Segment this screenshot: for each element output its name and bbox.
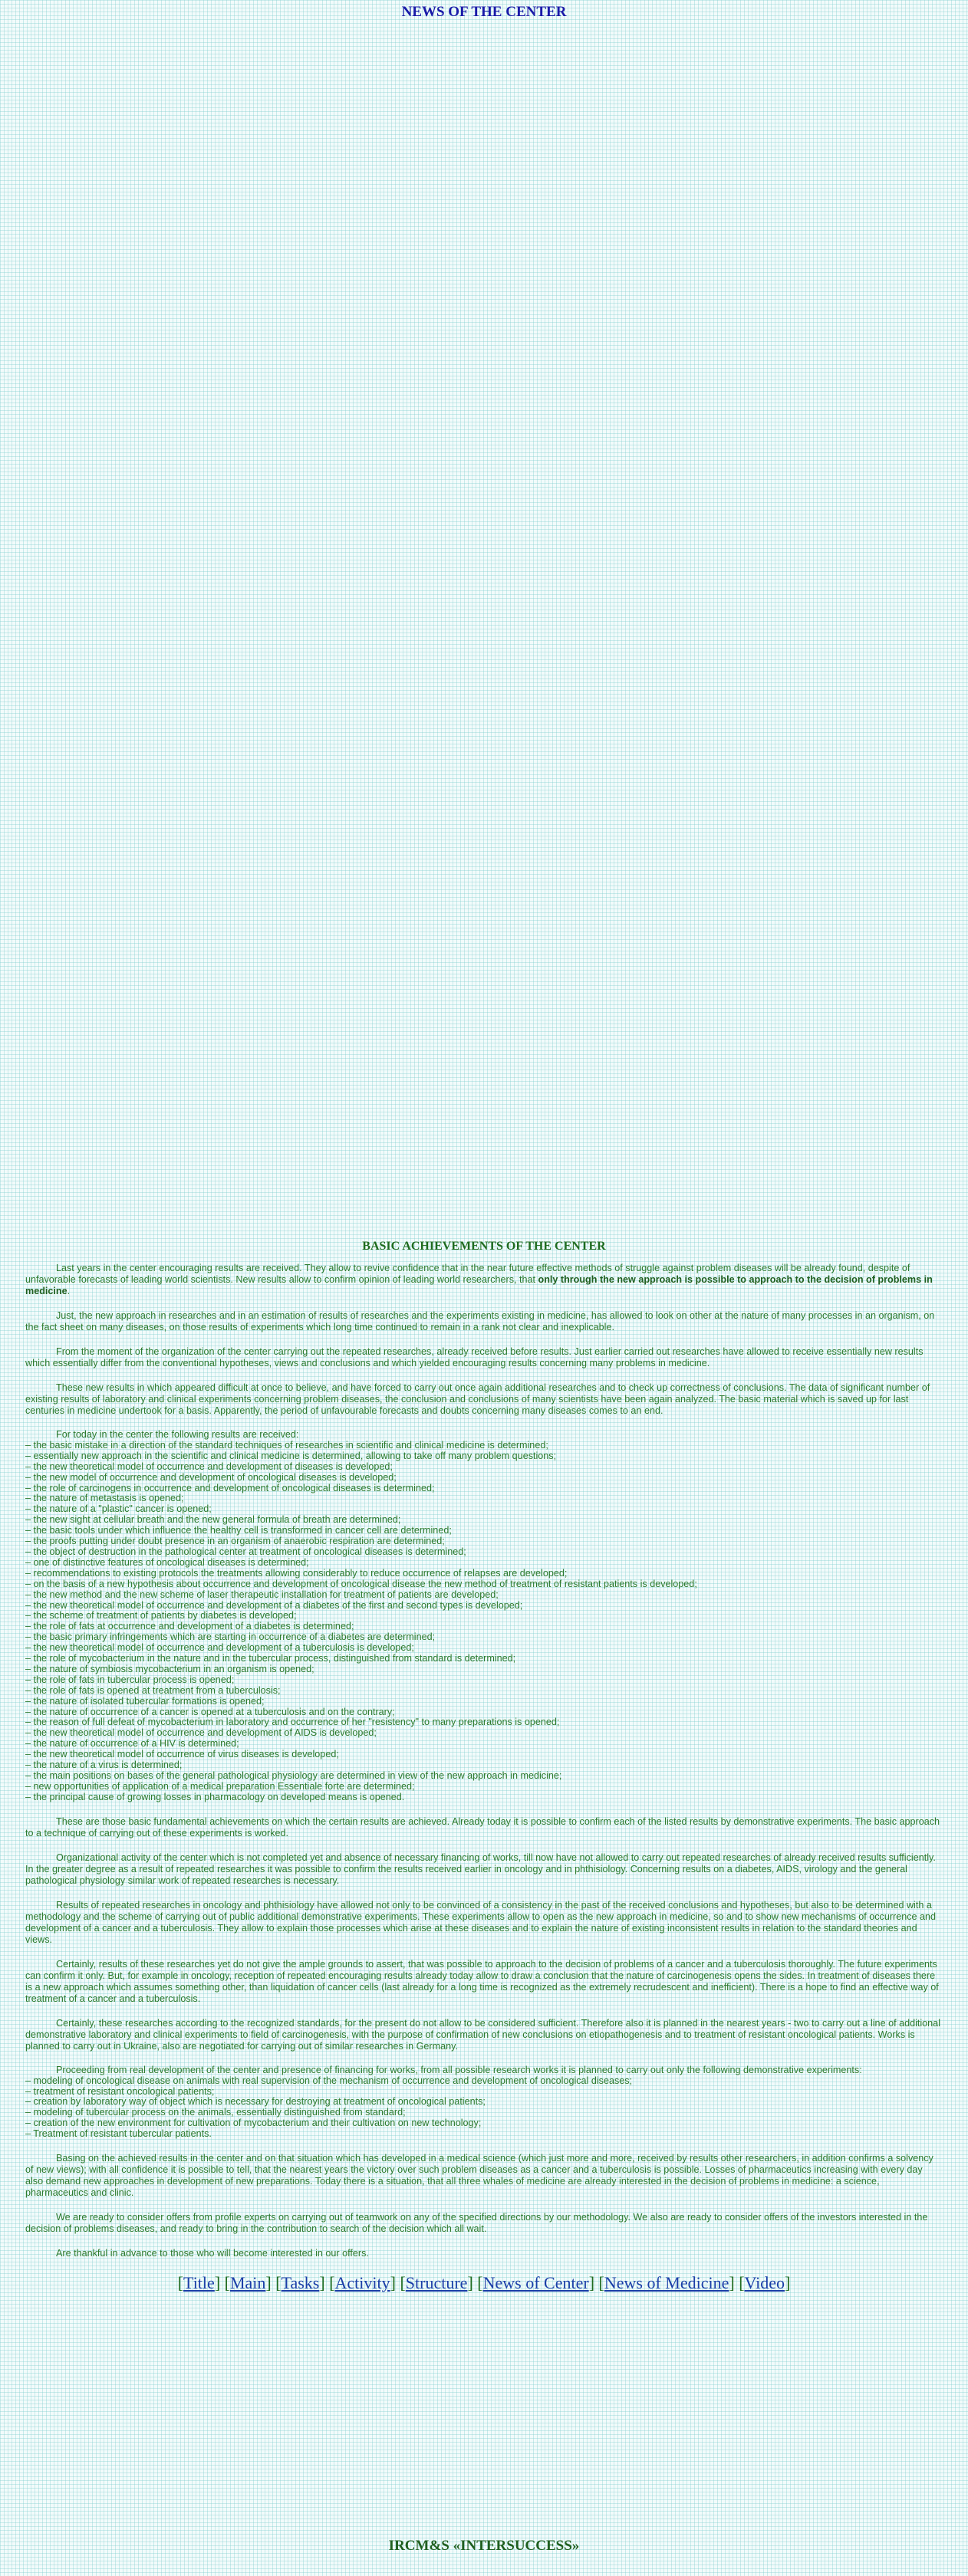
plans-list-item: – creation by laboratory way of object which is necessary for destroying at treatment of oncological patients; <box>25 2096 486 2108</box>
results-list-item: – the role of fats is opened at treatment from a tuberculosis; <box>25 1684 281 1696</box>
results-list-item: – the scheme of treatment of patients by diabetes is developed; <box>25 1610 297 1622</box>
plans-list <box>25 2065 943 2140</box>
section-title: BASIC ACHIEVEMENTS OF THE CENTER <box>362 1240 606 1253</box>
plans-list-item: – creation of the new environment for cultivation of mycobacterium and their cultivation on new technology; <box>25 2118 482 2129</box>
results-list-item: – the role of carcinogens in occurrence and development of oncological diseases is determined; <box>25 1482 435 1493</box>
results-list-item: – the role of fats at occurrence and development of a diabetes is determined; <box>25 1621 354 1632</box>
results-list-item: – the nature of metastasis is opened; <box>25 1493 184 1504</box>
paragraph-fundamental: These are those basic fundamental achievements on which the certain results are achieved. Already today it is possible to confirm each of the listed results by demonstrative experiments. The basic approach to a technique of carrying out of these experiments is worked. <box>25 1815 940 1838</box>
nav-link-main[interactable]: Main <box>229 2273 266 2293</box>
results-list-item: – the role of fats in tubercular process is opened; <box>25 1674 235 1685</box>
empty-media-area <box>0 31 968 1227</box>
results-list-item: – the proofs putting under doubt presence in an organism of anaerobic respiration are determined; <box>25 1536 445 1547</box>
results-list-item: – the nature of isolated tubercular formations is opened; <box>25 1695 265 1707</box>
plans-list-item: – modeling of tubercular process on the animals, essentially distinguished from standard; <box>25 2107 406 2118</box>
results-list-item: – the nature of occurrence of a cancer is opened at a tuberculosis and on the contrary; <box>25 1706 395 1717</box>
nav-link-activity[interactable]: Activity <box>334 2273 390 2293</box>
results-list-item: – the nature of a "plastic" cancer is opened; <box>25 1503 212 1515</box>
paragraph-new-approach: Just, the new approach in researches and in an estimation of results of researches and the experiments existing in medicine, has allowed to look on other at the nature of many processes in an organism, on the fact sheet on many diseases, on those results of experiments which long time continued to remain in a rank not clear and inexplicable. <box>25 1310 935 1332</box>
results-list-item: – the new sight at cellular breath and the new general formula of breath are determined; <box>25 1514 401 1526</box>
paragraph-thanks: Are thankful in advance to those who will become interested in our offers. <box>56 2248 369 2259</box>
paragraph-new-results: These new results in which appeared difficult at once to believe, and have forced to carry out once again additional researches and to check up correctness of conclusions. The data of significant number of existing results of laboratory and clinical experiments concerning problem diseases, the conclusion and conclusions of many scientists have been again analyzed. The basic material which is saved up for last centuries in medicine undertook for a basis. Apparently, the period of unfavourable forecasts and doubts concerning many diseases comes to an end. <box>25 1382 930 1416</box>
results-list-item: – one of distinctive features of oncological diseases is determined; <box>25 1556 309 1568</box>
results-list <box>25 1430 943 1803</box>
results-list-item: – recommendations to existing protocols the treatments allowing considerably to reduce occurrence of relapses are developed; <box>25 1567 568 1579</box>
nav-link-structure[interactable]: Structure <box>405 2273 468 2293</box>
paragraph-basing: Basing on the achieved results in the center and on that situation which has developed in a medical science (which just more and more, received by results other researchers, in addition confirms a solvency of new views); with all confidence it is possible to tell, that the nearest years the victory over such problem diseases as a cancer and a tuberculosis is possible. Losses of pharmaceutics increasing with every day also demand new approaches in development of new preparations. Today there is a situation, that all three whales of medicine are already interested in the decision of problems in medicine: a science, pharmaceutics and clinic. <box>25 2153 933 2199</box>
nav-link-video[interactable]: Video <box>744 2273 785 2293</box>
paragraph-organizational: Organizational activity of the center which is not completed yet and absence of necessary financing of works, till now have not allowed to carry out repeated researches of already received results sufficiently. In the greater degree as a result of repeated researches it was possible to confirm the results received earlier in oncology and in phthisiology. Concerning results on a diabetes, AIDS, virology and the general pathological physiology similar work of repeated researches is necessary. <box>25 1852 936 1886</box>
results-list-item: – the nature of a virus is determined; <box>25 1760 183 1771</box>
results-list-item: – the principal cause of growing losses in pharmacology on developed means is opened. <box>25 1791 405 1802</box>
results-list-item: – on the basis of a new hypothesis about occurrence and development of oncological disease the new method of treatment of resistant patients is developed; <box>25 1578 697 1589</box>
main-content <box>25 1240 943 2293</box>
results-list-intro: For today in the center the following results are received: <box>56 1429 299 1440</box>
paragraph-organization: From the moment of the organization of the center carrying out the repeated researches, already received before results. Just earlier carried out researches have allowed to receive essentially new results which essentially differ from the conventional hypotheses, views and conclusions and which yielded encouraging results concerning many problems in medicine. <box>25 1346 924 1368</box>
plans-list-item: – treatment of resistant oncological patients; <box>25 2085 215 2097</box>
results-list-item: – the new theoretical model of occurrence and development of a diabetes of the first and second types is developed; <box>25 1599 523 1611</box>
results-list-item: – the new theoretical model of occurrence and development of AIDS is developed; <box>25 1727 377 1739</box>
plans-list-items <box>25 2076 943 2140</box>
paragraph-offers: We are ready to consider offers from profile experts on carrying out of teamwork on any of the specified directions by our methodology. We also are ready to consider offers of the investors interested in the decision of problems diseases, and ready to bring in the contribution to search of the decision which all wait. <box>25 2212 928 2235</box>
bottom-nav: [Title] [Main] [Tasks] [Activity] [Structure] [News of Center] [News of Medicine] [Video] <box>177 2273 791 2293</box>
nav-link-title[interactable]: Title <box>183 2273 215 2293</box>
results-list-item: – the nature of symbiosis mycobacterium in an organism is opened; <box>25 1663 314 1674</box>
results-list-item: – the nature of occurrence of a HIV is determined; <box>25 1738 239 1750</box>
results-list-item: – new opportunities of application of a medical preparation Essentiale forte are determined; <box>25 1780 415 1792</box>
paragraph-intro-bold: only through the new approach is possible to approach to the decision of problems in medicine <box>25 1274 933 1296</box>
results-list-item: – the main positions on bases of the general pathological physiology are determined in view of the new approach in medicine; <box>25 1770 562 1781</box>
results-list-item: – essentially new approach in the scientific and clinical medicine is determined, allowing to take off many problem questions; <box>25 1450 557 1461</box>
plans-list-item: – modeling of oncological disease on animals with real supervision of the mechanism of occurrence and development of oncological diseases; <box>25 2075 633 2086</box>
nav-link-news-of-center[interactable]: News of Center <box>482 2273 589 2293</box>
results-list-item: – the role of mycobacterium in the nature and in the tubercular process, distinguished from standard is determined; <box>25 1653 516 1664</box>
page-title: NEWS OF THE CENTER <box>401 4 567 20</box>
results-list-item: – the new method and the new scheme of laser therapeutic installation for treatment of patients are developed; <box>25 1589 499 1600</box>
paragraph-certainly: Certainly, results of these researches yet do not give the ample grounds to assert, that was possible to approach to the decision of problems of a cancer and a tuberculosis thoroughly. The future experiments can confirm it only. But, for example in oncology, reception of repeated encouraging results already today allow to draw a conclusion that the nature of carcinogenesis opens the sides. In treatment of diseases there is a new approach which assumes something other, than liquidation of cancer cells (last already for a long time is recognized as the extremely recrudescent and inefficient). There is a hope to find an effective way of treatment of a cancer and a tuberculosis. <box>25 1958 939 2004</box>
results-list-item: – the basic primary infringements which are starting in occurrence of a diabetes are determined; <box>25 1631 436 1643</box>
footer-title: IRCM&S «INTERSUCCESS» <box>388 2538 580 2554</box>
paragraph-standards: Certainly, these researches according to the recognized standards, for the present do not allow to be considered sufficient. Therefore also it is planned in the nearest years - two to carry out a line of additional demonstrative laboratory and clinical experiments to field of carcinogenesis, with the purpose of confirmation of new conclusions on etiopathogenesis and to treatment of resistant oncological patients. Works is planned to carry out in Ukraine, also are negotiated for carrying out of similar researches in Germany. <box>25 2017 940 2052</box>
results-list-item: – the new theoretical model of occurrence and development of a tuberculosis is developed; <box>25 1642 414 1654</box>
results-list-item: – the new theoretical model of occurrence and development of diseases is developed; <box>25 1460 393 1472</box>
results-list-item: – the basic tools under which influence the healthy cell is transformed in cancer cell are determined; <box>25 1525 452 1536</box>
paragraph-repeated-research: Results of repeated researches in oncology and phthisiology have allowed not only to be convinced of a consistency in the past of the received conclusions and hypotheses, but also to be determined with a methodology and the scheme of carrying out of public additional demonstrative experiments. These experiments allow to open as the new approach in medicine, so and to show new mechanisms of occurrence and development of a cancer and a tuberculosis. They allow to explain those processes which arise at these diseases and to explain the nature of existing inconsistent results in relation to the standard theories and views. <box>25 1899 937 1945</box>
results-list-item: – the reason of full defeat of mycobacterium in laboratory and occurrence of her "resistency" to many preparations is opened; <box>25 1717 560 1728</box>
paragraph-intro-end: . <box>67 1286 71 1296</box>
plans-list-item: – Treatment of resistant tubercular patients. <box>25 2128 212 2140</box>
nav-link-tasks[interactable]: Tasks <box>281 2273 320 2293</box>
results-list-item: – the new theoretical model of occurrence of virus diseases is developed; <box>25 1749 339 1760</box>
plans-list-intro: Proceeding from real development of the center and presence of financing for works, from all possible research works it is planned to carry out only the following demonstrative experiments: <box>56 2064 862 2075</box>
results-list-items <box>25 1441 943 1803</box>
paragraph-intro-text: Last years in the center encouraging results are received. They allow to revive confidence that in the near future effective methods of struggle against problem diseases will be already found, despite of unfavorable forecasts of leading world scientists. New results allow to confirm opinion of leading world researchers, that <box>25 1263 910 1285</box>
results-list-item: – the new model of occurrence and development of oncological diseases is developed; <box>25 1471 397 1483</box>
results-list-item: – the object of destruction in the pathological center at treatment of oncological diseases is determined; <box>25 1546 466 1557</box>
nav-link-news-of-medicine[interactable]: News of Medicine <box>604 2273 729 2293</box>
paragraph-intro <box>25 1263 943 1297</box>
results-list-item: – the basic mistake in a direction of the standard techniques of researches in scientific and clinical medicine is determined; <box>25 1439 548 1451</box>
